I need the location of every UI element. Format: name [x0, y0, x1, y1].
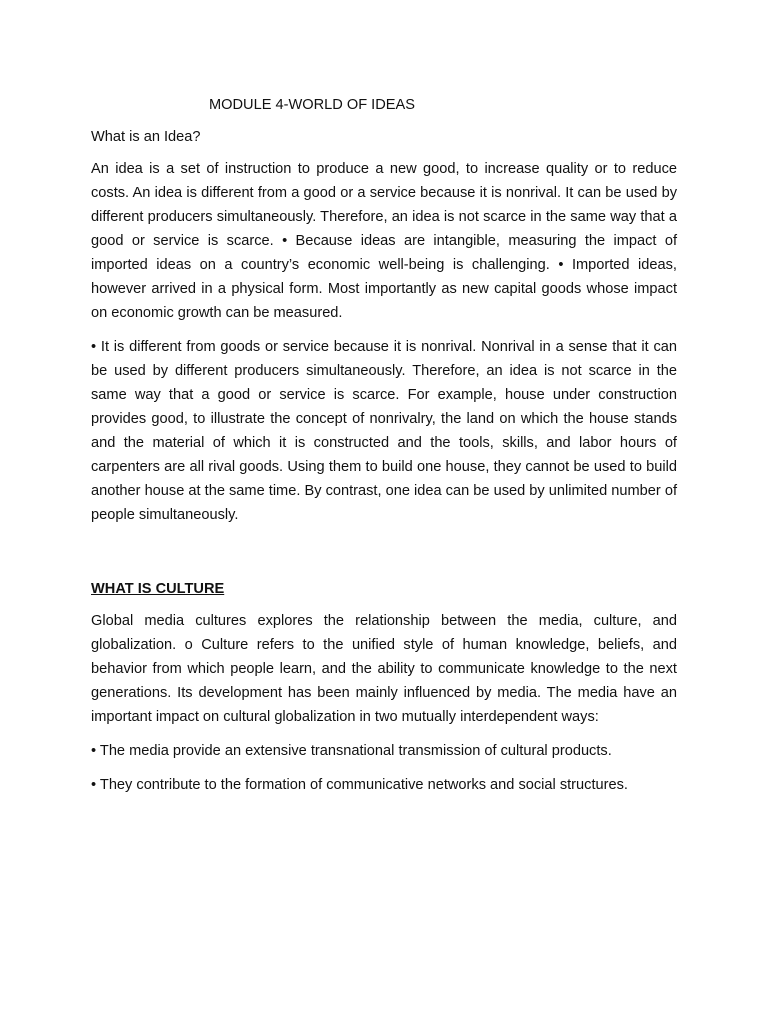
- bullet-media-transmission: • The media provide an extensive transnational transmission of cultural products.: [91, 743, 612, 759]
- paragraph-nonrival: • It is different from goods or service because it is nonrival. Nonrival in a sense that it can be used by different producers simultaneously. Therefore, an idea is not scarce in the same way that a good or service is scarce. For example, house under construction provides good, to illustrate the concept of nonrivalry, the land on which the house stands and the material of which it is constructed and the tools, skills, and labor hours of carpenters are all rival goods. Using them to build one house, they cannot be used to build another house at the same time. By contrast, one idea can be used by unlimited number of people simultaneously.: [91, 339, 677, 523]
- section-heading-culture: WHAT IS CULTURE: [91, 581, 225, 597]
- document-body: [91, 93, 677, 807]
- paragraph-idea-definition: An idea is a set of instruction to produce a new good, to increase quality or to reduce costs. An idea is different from a good or a service because it is nonrival. It can be used by different producers simultaneously. Therefore, an idea is not scarce in the same way that a good or service is scarce. • Because ideas are intangible, measuring the impact of imported ideas on a country’s economic well-being is challenging. • Imported ideas, however arrived in a physical form. Most importantly as new capital goods whose impact on economic growth can be measured.: [91, 161, 677, 321]
- page-title: MODULE 4-WORLD OF IDEAS: [209, 97, 415, 113]
- paragraph-global-media: Global media cultures explores the relationship between the media, culture, and globalization. o Culture refers to the unified style of human knowledge, beliefs, and behavior from which people learn, and the ability to communicate knowledge to the next generations. Its development has been mainly influenced by media. The media have an important impact on cultural globalization in two mutually interdependent ways:: [91, 613, 677, 725]
- section-heading-idea: What is an Idea?: [91, 129, 201, 145]
- bullet-communicative-networks: • They contribute to the formation of communicative networks and social structures.: [91, 777, 628, 793]
